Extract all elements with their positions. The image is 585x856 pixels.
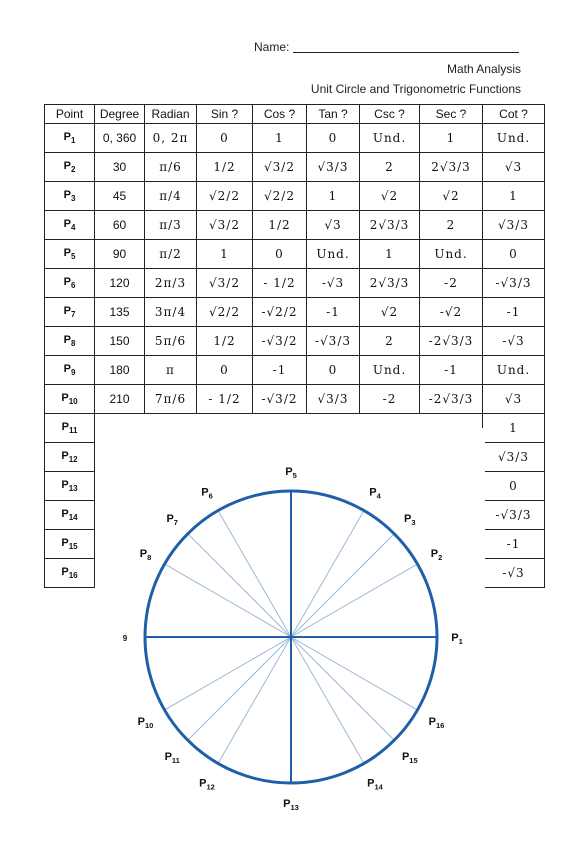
tan-cell: Und. — [307, 240, 360, 269]
course-title: Math Analysis — [446, 62, 521, 76]
deg-cell: 45 — [95, 182, 145, 211]
col-header: Point — [45, 105, 95, 124]
tan-cell: -1 — [307, 298, 360, 327]
sec-cell: √2 — [420, 182, 483, 211]
csc-cell: 2 — [360, 327, 420, 356]
cos-cell: -1 — [253, 356, 307, 385]
point-cell: $P_2$ — [45, 153, 95, 182]
tan-cell: √3 — [307, 211, 360, 240]
sec-cell: Und. — [420, 240, 483, 269]
angle-spokes — [145, 491, 437, 783]
tan-cell: 0 — [307, 356, 360, 385]
cot-cell: 1 — [483, 182, 545, 211]
rad-cell: π/4 — [145, 182, 197, 211]
sec-cell: -1 — [420, 356, 483, 385]
deg-cell: 135 — [95, 298, 145, 327]
cot-cell: Und. — [483, 356, 545, 385]
cot-cell: -1 — [483, 298, 545, 327]
worksheet-subtitle: Unit Circle and Trigonometric Functions — [310, 82, 521, 96]
sin-cell: 0 — [197, 124, 253, 153]
sec-cell: -2√3/3 — [420, 327, 483, 356]
csc-cell: 2 — [360, 153, 420, 182]
point-cell: $P_6$ — [45, 269, 95, 298]
point-label-p9: 9 — [122, 634, 128, 643]
csc-cell: √2 — [360, 182, 420, 211]
deg-cell: 90 — [95, 240, 145, 269]
csc-cell: -2 — [360, 385, 420, 414]
cos-cell: 0 — [253, 240, 307, 269]
point-label-p12: $P_{12}$ — [199, 777, 215, 792]
sin-cell: √2/2 — [197, 182, 253, 211]
point-label-p13: $P_{13}$ — [283, 798, 299, 812]
sin-cell: 0 — [197, 356, 253, 385]
cos-cell: - 1/2 — [253, 269, 307, 298]
point-cell: $P_{16}$ — [45, 559, 95, 588]
cot-cell: 0 — [483, 240, 545, 269]
cot-cell: -√3/3 — [483, 501, 545, 530]
cos-cell: √2/2 — [253, 182, 307, 211]
deg-cell: 30 — [95, 153, 145, 182]
deg-cell: 120 — [95, 269, 145, 298]
deg-cell: 180 — [95, 356, 145, 385]
point-label-p5: $P_5$ — [285, 466, 297, 480]
sin-cell: √3/2 — [197, 211, 253, 240]
csc-cell: Und. — [360, 124, 420, 153]
sec-cell: -2√3/3 — [420, 385, 483, 414]
point-cell: $P_{15}$ — [45, 530, 95, 559]
cos-cell: -√3/2 — [253, 327, 307, 356]
tan-cell: 1 — [307, 182, 360, 211]
rad-cell: π/2 — [145, 240, 197, 269]
point-label-p1: $P_1$ — [451, 632, 463, 646]
point-label-p8: $P_8$ — [139, 548, 152, 562]
col-header: Sec ? — [420, 105, 483, 124]
deg-cell: 0, 360 — [95, 124, 145, 153]
cot-cell: Und. — [483, 124, 545, 153]
csc-cell: √2 — [360, 298, 420, 327]
cos-cell: -√3/2 — [253, 385, 307, 414]
tan-cell: √3/3 — [307, 153, 360, 182]
rad-cell: 5π/6 — [145, 327, 197, 356]
cot-cell: 1 — [483, 414, 545, 443]
tan-cell: 0 — [307, 124, 360, 153]
sin-cell: 1/2 — [197, 153, 253, 182]
sec-cell: -2 — [420, 269, 483, 298]
col-header: Tan ? — [307, 105, 360, 124]
sec-cell: 2 — [420, 211, 483, 240]
point-label-p2: $P_2$ — [430, 548, 443, 562]
deg-cell: 60 — [95, 211, 145, 240]
rad-cell: 2π/3 — [145, 269, 197, 298]
cos-cell: √3/2 — [253, 153, 307, 182]
point-label-p3: $P_3$ — [404, 513, 416, 528]
cot-cell: -√3/3 — [483, 269, 545, 298]
point-label-p4: $P_4$ — [369, 486, 381, 501]
sec-cell: -√2 — [420, 298, 483, 327]
cot-cell: 0 — [483, 472, 545, 501]
sec-cell: 1 — [420, 124, 483, 153]
cot-cell: -√3 — [483, 559, 545, 588]
sin-cell: 1 — [197, 240, 253, 269]
col-header: Cos ? — [253, 105, 307, 124]
sin-cell: √3/2 — [197, 269, 253, 298]
point-cell: $P_{14}$ — [45, 501, 95, 530]
rad-cell: 0, 2π — [145, 124, 197, 153]
tan-cell: √3/3 — [307, 385, 360, 414]
col-header: Degree — [95, 105, 145, 124]
cot-cell: √3 — [483, 385, 545, 414]
point-cell: $P_9$ — [45, 356, 95, 385]
cos-cell: 1/2 — [253, 211, 307, 240]
col-header: Radian — [145, 105, 197, 124]
cot-cell: √3/3 — [483, 443, 545, 472]
cot-cell: -1 — [483, 530, 545, 559]
point-label-p14: $P_{14}$ — [367, 777, 383, 792]
cot-cell: √3/3 — [483, 211, 545, 240]
deg-cell: 210 — [95, 385, 145, 414]
rad-cell: π/6 — [145, 153, 197, 182]
sin-cell: √2/2 — [197, 298, 253, 327]
point-label-p15: $P_{15}$ — [401, 750, 418, 765]
point-cell: $P_7$ — [45, 298, 95, 327]
rad-cell: 3π/4 — [145, 298, 197, 327]
csc-cell: Und. — [360, 356, 420, 385]
point-cell: $P_{12}$ — [45, 443, 95, 472]
point-cell: $P_{11}$ — [45, 414, 95, 443]
point-cell: $P_5$ — [45, 240, 95, 269]
rad-cell: 7π/6 — [145, 385, 197, 414]
point-label-p7: $P_7$ — [166, 513, 178, 528]
cos-cell: 1 — [253, 124, 307, 153]
point-cell: $P_8$ — [45, 327, 95, 356]
cot-cell: -√3 — [483, 327, 545, 356]
point-cell: $P_1$ — [45, 124, 95, 153]
csc-cell: 2√3/3 — [360, 269, 420, 298]
cos-cell: -√2/2 — [253, 298, 307, 327]
sin-cell: - 1/2 — [197, 385, 253, 414]
point-cell: $P_3$ — [45, 182, 95, 211]
point-label-p6: $P_6$ — [201, 486, 213, 501]
point-cell: $P_4$ — [45, 211, 95, 240]
point-label-p16: $P_{16}$ — [428, 716, 445, 730]
col-header: Csc ? — [360, 105, 420, 124]
point-cell: $P_{10}$ — [45, 385, 95, 414]
point-cell: $P_{13}$ — [45, 472, 95, 501]
rad-cell: π — [145, 356, 197, 385]
tan-cell: -√3 — [307, 269, 360, 298]
sec-cell: 2√3/3 — [420, 153, 483, 182]
point-label-p11: $P_{11}$ — [164, 750, 180, 765]
csc-cell: 1 — [360, 240, 420, 269]
rad-cell: π/3 — [145, 211, 197, 240]
tan-cell: -√3/3 — [307, 327, 360, 356]
sin-cell: 1/2 — [197, 327, 253, 356]
cot-cell: √3 — [483, 153, 545, 182]
point-label-p10: $P_{10}$ — [137, 716, 154, 730]
name-label: Name: — [254, 40, 519, 54]
col-header: Cot ? — [483, 105, 545, 124]
csc-cell: 2√3/3 — [360, 211, 420, 240]
col-header: Sin ? — [197, 105, 253, 124]
deg-cell: 150 — [95, 327, 145, 356]
